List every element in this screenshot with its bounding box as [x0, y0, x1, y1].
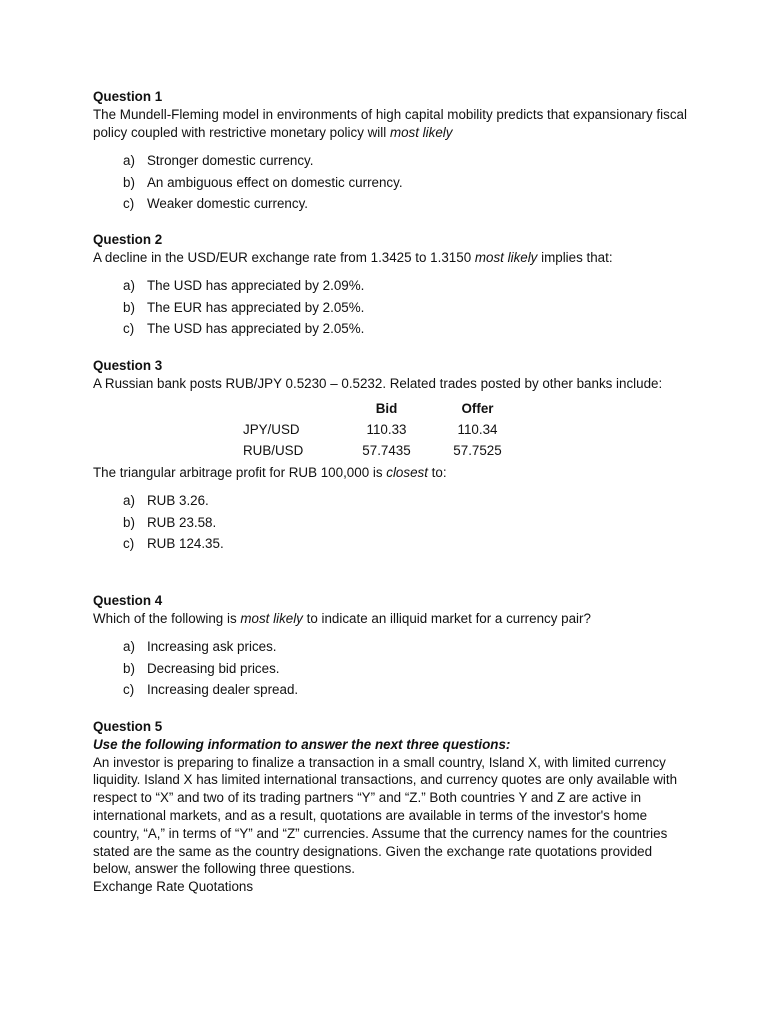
option-a — [123, 150, 693, 172]
option-c — [123, 193, 693, 215]
question-title: Question 5 — [93, 719, 163, 734]
text-part-italic: closest — [386, 464, 428, 480]
option-text: The USD has appreciated by 2.05%. — [147, 321, 365, 337]
option-label: a) — [123, 278, 135, 294]
option-text: Increasing ask prices. — [147, 639, 277, 655]
option-label: c) — [123, 536, 135, 552]
question-text — [93, 106, 693, 142]
question-4 — [93, 592, 693, 701]
text-part-italic: most likely — [474, 249, 538, 265]
option-text: The EUR has appreciated by 2.05%. — [147, 299, 365, 315]
option-text: RUB 3.26. — [147, 493, 209, 509]
table-cell-pair: JPY/USD — [243, 422, 300, 438]
text-part: An investor is preparing to finalize a transaction in a small country, Island X, with limited currency liquidity. Island X has limited international transactions, and currency quotes are only available with respect to “X” and two of its trading partners “Y” and “Z.” Both countries Y and Z are active in international markets, and as a result, quotations are available in terms of the investor's home country, “A,” in terms of “Y” and “Z” currencies. Assume that the currency names for the countries stated are the same as the country designations. Given the exchange rate quotations provided below, answer the following three questions. — [93, 754, 678, 877]
option-c — [123, 680, 693, 702]
option-label: b) — [123, 299, 135, 315]
text-part: The Mundell-Fleming model in environments of high capital mobility predicts that expansionary fiscal policy coupled with restrictive monetary policy will — [93, 106, 687, 140]
question-1 — [93, 88, 693, 215]
option-label: c) — [123, 682, 135, 698]
table-cell-bid: 110.33 — [366, 422, 407, 438]
option-text: The USD has appreciated by 2.09%. — [147, 278, 365, 294]
question-prompt — [93, 464, 693, 482]
option-a — [123, 637, 693, 659]
option-c — [123, 319, 693, 341]
question-2 — [93, 231, 693, 340]
question-title: Question 3 — [93, 358, 163, 373]
table-cell-pair: RUB/USD — [243, 443, 304, 459]
text-part: implies that: — [537, 249, 613, 265]
answer-options — [93, 276, 693, 341]
option-label: a) — [123, 153, 135, 169]
table-cell-offer: 57.7525 — [453, 443, 502, 459]
question-title: Question 4 — [93, 593, 163, 608]
option-label: b) — [123, 174, 135, 190]
option-label: a) — [123, 493, 135, 509]
option-label: c) — [123, 196, 135, 212]
question-text — [93, 249, 693, 267]
option-text: Stronger domestic currency. — [147, 153, 314, 169]
question-3 — [93, 357, 693, 555]
question-title: Question 2 — [93, 232, 163, 247]
option-a — [123, 490, 693, 512]
answer-options — [93, 637, 693, 702]
option-label: c) — [123, 321, 135, 337]
text-part: A Russian bank posts RUB/JPY 0.5230 – 0.5232. Related trades posted by other banks include: — [93, 375, 663, 391]
text-part-italic: most likely — [240, 610, 303, 626]
option-a — [123, 276, 693, 298]
table-row — [243, 420, 523, 441]
question-text — [93, 375, 693, 393]
option-label: b) — [123, 514, 135, 530]
question-intro: Use the following information to answer the next three questions: — [93, 736, 511, 752]
answer-options — [93, 150, 693, 215]
option-b — [123, 297, 693, 319]
option-text: An ambiguous effect on domestic currency. — [147, 174, 403, 190]
option-b — [123, 512, 693, 534]
table-header-offer: Offer — [461, 401, 494, 417]
question-5 — [93, 718, 683, 896]
quotes-table — [243, 399, 523, 462]
text-part-italic: most likely — [389, 124, 453, 140]
option-text: Increasing dealer spread. — [147, 682, 299, 698]
option-text: Weaker domestic currency. — [147, 196, 308, 212]
option-text: RUB 124.35. — [147, 536, 224, 552]
option-text: Decreasing bid prices. — [147, 660, 280, 676]
table-header-row — [243, 399, 523, 420]
option-b — [123, 658, 693, 680]
question-title: Question 1 — [93, 89, 163, 104]
text-part: The triangular arbitrage profit for RUB 100,000 is — [93, 464, 387, 480]
table-header-blank — [243, 399, 341, 420]
text-part: to indicate an illiquid market for a currency pair? — [302, 610, 591, 626]
question-text — [93, 754, 683, 879]
answer-options — [93, 490, 693, 555]
table-cell-bid: 57.7435 — [362, 443, 411, 459]
text-part: Which of the following is — [93, 610, 241, 626]
option-label: a) — [123, 639, 135, 655]
option-label: b) — [123, 660, 135, 676]
section-caption: Exchange Rate Quotations — [93, 879, 254, 895]
table-header-bid: Bid — [375, 401, 398, 417]
option-c — [123, 533, 693, 555]
text-part: to: — [427, 464, 447, 480]
option-text: RUB 23.58. — [147, 514, 217, 530]
option-b — [123, 172, 693, 194]
table-row — [243, 441, 523, 462]
question-text — [93, 610, 693, 628]
text-part: A decline in the USD/EUR exchange rate from 1.3425 to 1.3150 — [93, 249, 475, 265]
table-cell-offer: 110.34 — [457, 422, 498, 438]
